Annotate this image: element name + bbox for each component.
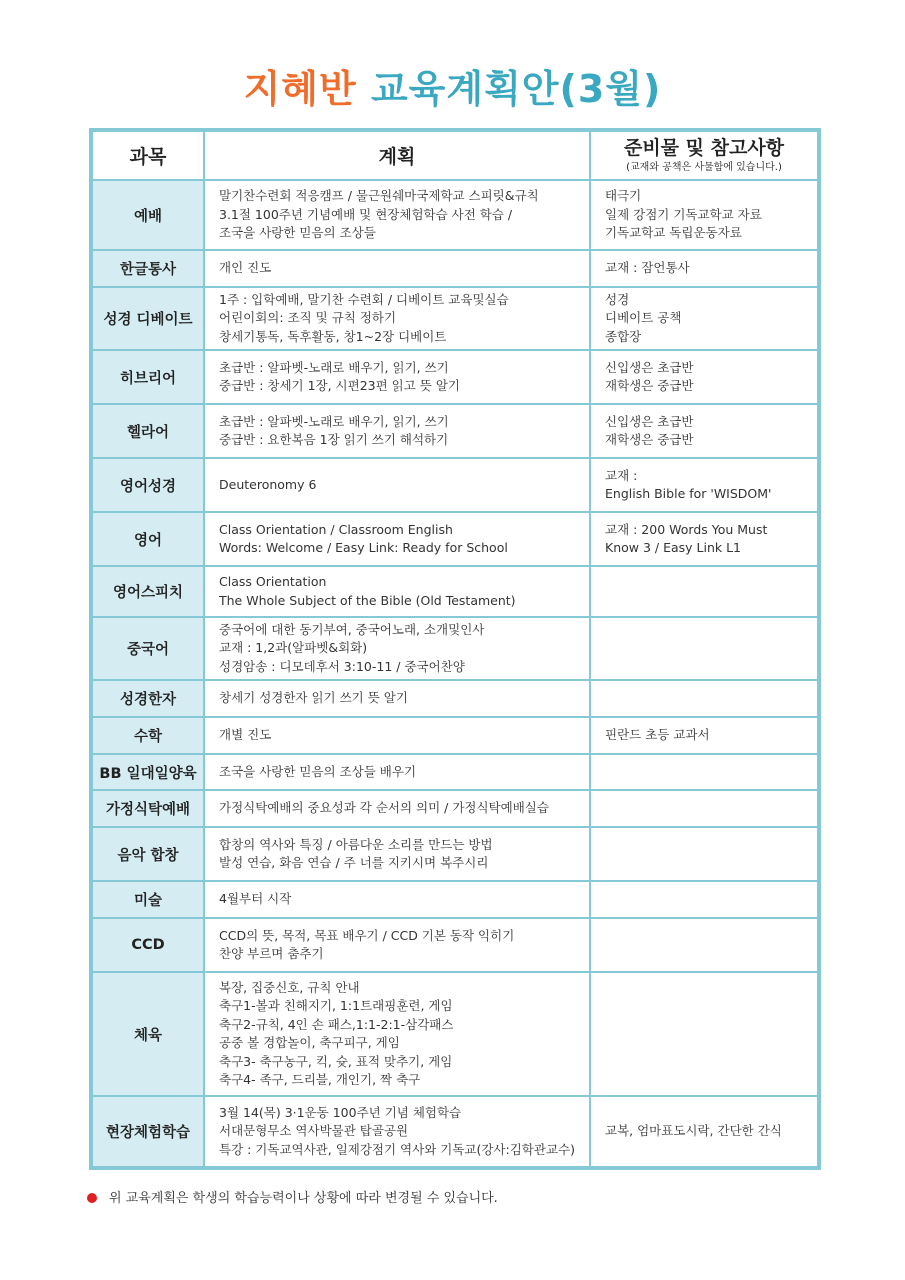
note-line: 일제 강점기 기독교학교 자료	[605, 206, 762, 222]
table-row	[91, 617, 819, 680]
table-row	[91, 680, 819, 717]
plan-cell	[204, 350, 590, 404]
note-cell	[590, 881, 819, 918]
note-line: English Bible for 'WISDOM'	[605, 486, 772, 501]
note-line: Know 3 / Easy Link L1	[605, 540, 742, 555]
plan-line: 특강 : 기독교역사관, 일제강점기 역사와 기독교(강사:김학관교수)	[219, 1141, 575, 1157]
plan-line: 중국어에 대한 동기부여, 중국어노래, 소개및인사	[219, 621, 485, 637]
note-cell	[590, 180, 819, 250]
subject-cell: 한글통사	[91, 250, 204, 287]
note-line: 교재 : 잠언통사	[605, 260, 690, 276]
bullet-dot-icon	[87, 1193, 97, 1203]
plan-cell	[204, 1096, 590, 1168]
plan-line: 복장, 집중신호, 규칙 안내	[219, 979, 360, 995]
subject-cell: 영어	[91, 512, 204, 566]
subject-cell: 예배	[91, 180, 204, 250]
note-cell	[590, 680, 819, 717]
note-line: 교재 :	[605, 467, 638, 483]
plan-line: Class Orientation / Classroom English	[219, 521, 453, 537]
plan-line: 중급반 : 창세기 1장, 시편23편 읽고 뜻 알기	[219, 378, 460, 393]
plan-cell	[204, 881, 590, 918]
plan-line: Class Orientation	[219, 574, 327, 589]
subject-cell: 히브리어	[91, 350, 204, 404]
plan-line: 3.1절 100주년 기념예배 및 현장체험학습 사전 학습 /	[219, 206, 513, 222]
plan-cell	[204, 512, 590, 566]
note-cell	[590, 972, 819, 1096]
subject-cell: 성경한자	[91, 680, 204, 717]
note-line: 성경	[605, 291, 630, 307]
note-cell	[590, 250, 819, 287]
subject-cell: 중국어	[91, 617, 204, 680]
plan-line: The Whole Subject of the Bible (Old Testament)	[219, 592, 516, 608]
plan-cell	[204, 287, 590, 350]
table-header-row	[91, 130, 819, 180]
plan-cell	[204, 180, 590, 250]
subject-cell: 음악 합창	[91, 827, 204, 881]
note-cell	[590, 617, 819, 680]
plan-line: CCD의 뜻, 목적, 목표 배우기 / CCD 기본 동작 익히기	[219, 927, 515, 943]
note-line: 기독교학교 독립운동자료	[605, 225, 742, 241]
plan-line: 중급반 : 요한복음 1장 읽기 쓰기 해석하기	[219, 432, 449, 447]
plan-line: 말기찬수련회 적응캠프 / 물근원쉐마국제학교 스피릿&규칙	[219, 188, 539, 204]
table-row	[91, 512, 819, 566]
note-cell	[590, 512, 819, 566]
table-row	[91, 458, 819, 512]
plan-line: 초급반 : 알파벳-노래로 배우기, 읽기, 쓰기	[219, 359, 449, 375]
subject-cell: 체육	[91, 972, 204, 1096]
plan-line: 교재 : 1,2과(알파벳&회화)	[219, 640, 368, 656]
note-cell	[590, 790, 819, 827]
plan-cell	[204, 972, 590, 1096]
plan-cell	[204, 458, 590, 512]
plan-line: 발성 연습, 화음 연습 / 주 너를 지키시며 복주시리	[219, 855, 489, 870]
table-row	[91, 350, 819, 404]
header-note	[590, 130, 819, 180]
note-cell	[590, 754, 819, 790]
table-row	[91, 790, 819, 827]
plan-line: 3월 14(목) 3·1운동 100주년 기념 체험학습	[219, 1104, 462, 1120]
plan-cell	[204, 566, 590, 617]
plan-line: 축구2-규칙, 4인 손 패스,1:1-2:1-삼각패스	[219, 1016, 454, 1032]
subject-cell: 수학	[91, 717, 204, 754]
subject-cell: 영어스피치	[91, 566, 204, 617]
note-line: 핀란드 초등 교과서	[605, 727, 710, 743]
education-plan-table	[89, 128, 821, 1170]
note-cell	[590, 918, 819, 972]
plan-line: 4월부터 시작	[219, 891, 292, 907]
title-class-name: 지혜반	[243, 67, 357, 111]
table-row	[91, 881, 819, 918]
note-cell	[590, 458, 819, 512]
plan-cell	[204, 827, 590, 881]
plan-line: 어린이회의: 조직 및 규칙 정하기	[219, 310, 397, 326]
plan-cell	[204, 404, 590, 458]
note-cell	[590, 287, 819, 350]
table-row	[91, 180, 819, 250]
table-row	[91, 250, 819, 287]
subject-cell: BB 일대일양육	[91, 754, 204, 790]
page-title	[0, 58, 905, 113]
subject-cell: 성경 디베이트	[91, 287, 204, 350]
plan-cell	[204, 717, 590, 754]
plan-line: 가정식탁예배의 중요성과 각 순서의 의미 / 가정식탁예배실습	[219, 800, 549, 816]
plan-line: 창세기 성경한자 읽기 쓰기 뜻 알기	[219, 690, 408, 706]
plan-line: 공중 볼 경합놀이, 축구피구, 게임	[219, 1035, 400, 1050]
plan-cell	[204, 754, 590, 790]
note-cell	[590, 566, 819, 617]
note-cell	[590, 827, 819, 881]
note-line: 태극기	[605, 188, 642, 204]
plan-line: 조국을 사랑한 믿음의 조상들 배우기	[219, 763, 417, 779]
note-line: 디베이트 공책	[605, 310, 682, 326]
note-cell	[590, 404, 819, 458]
plan-cell	[204, 617, 590, 680]
plan-cell	[204, 790, 590, 827]
header-note-subtitle: (교재와 공책은 사물함에 있습니다.)	[626, 161, 782, 173]
plan-cell	[204, 680, 590, 717]
table-row	[91, 566, 819, 617]
plan-line: 축구3- 축구농구, 킥, 슛, 표적 맞추기, 게임	[219, 1053, 453, 1069]
table-row	[91, 754, 819, 790]
table-row	[91, 972, 819, 1096]
subject-cell: 헬라어	[91, 404, 204, 458]
subject-cell: 영어성경	[91, 458, 204, 512]
plan-line: Words: Welcome / Easy Link: Ready for School	[219, 540, 508, 555]
note-line: 교재 : 200 Words You Must	[605, 521, 768, 537]
plan-line: 합창의 역사와 특징 / 아름다운 소리를 만드는 방법	[219, 836, 493, 852]
note-line: 신입생은 초급반	[605, 359, 694, 375]
plan-line: 조국을 사랑한 믿음의 조상들	[219, 225, 376, 241]
plan-line: 서대문형무소 역사박물관 탑골공원	[219, 1123, 409, 1139]
note-cell	[590, 350, 819, 404]
note-line: 재학생은 중급반	[605, 378, 694, 393]
table-row	[91, 404, 819, 458]
plan-line: 축구4- 족구, 드리블, 개인기, 짝 축구	[219, 1072, 421, 1087]
header-note-title: 준비물 및 참고사항	[623, 136, 785, 159]
plan-cell	[204, 250, 590, 287]
plan-line: 창세기통독, 독후활동, 창1~2장 디베이트	[219, 328, 447, 344]
footer-note	[87, 1187, 498, 1206]
subject-cell: 미술	[91, 881, 204, 918]
plan-line: 1주 : 입학예배, 말기찬 수련회 / 디베이트 교육및실습	[219, 291, 509, 307]
plan-line: Deuteronomy 6	[219, 476, 317, 492]
footer-text: 위 교육계획은 학생의 학습능력이나 상황에 따라 변경될 수 있습니다.	[109, 1191, 498, 1206]
plan-line: 찬양 부르며 춤추기	[219, 946, 324, 961]
table-row	[91, 918, 819, 972]
note-cell	[590, 717, 819, 754]
title-plan-name: 교육계획안(3월)	[370, 67, 662, 111]
note-line: 재학생은 중급반	[605, 432, 694, 447]
plan-line: 개별 진도	[219, 727, 272, 743]
subject-cell: 현장체험학습	[91, 1096, 204, 1168]
subject-cell: CCD	[91, 918, 204, 972]
plan-line: 축구1-볼과 친해지기, 1:1트래핑훈련, 게임	[219, 998, 453, 1013]
table-row	[91, 827, 819, 881]
subject-cell: 가정식탁예배	[91, 790, 204, 827]
plan-cell	[204, 918, 590, 972]
note-line: 종합장	[605, 328, 642, 344]
header-plan: 계획	[204, 130, 590, 180]
plan-line: 초급반 : 알파벳-노래로 배우기, 읽기, 쓰기	[219, 413, 449, 429]
header-subject: 과목	[91, 130, 204, 180]
note-line: 신입생은 초급반	[605, 413, 694, 429]
plan-line: 개인 진도	[219, 260, 272, 276]
table-row	[91, 287, 819, 350]
plan-line: 성경암송 : 디모데후서 3:10-11 / 중국어찬양	[219, 658, 465, 674]
table-row	[91, 717, 819, 754]
note-cell	[590, 1096, 819, 1168]
table-body	[91, 180, 819, 1168]
note-line: 교복, 엄마표도시락, 간단한 간식	[605, 1123, 782, 1139]
table-row	[91, 1096, 819, 1168]
